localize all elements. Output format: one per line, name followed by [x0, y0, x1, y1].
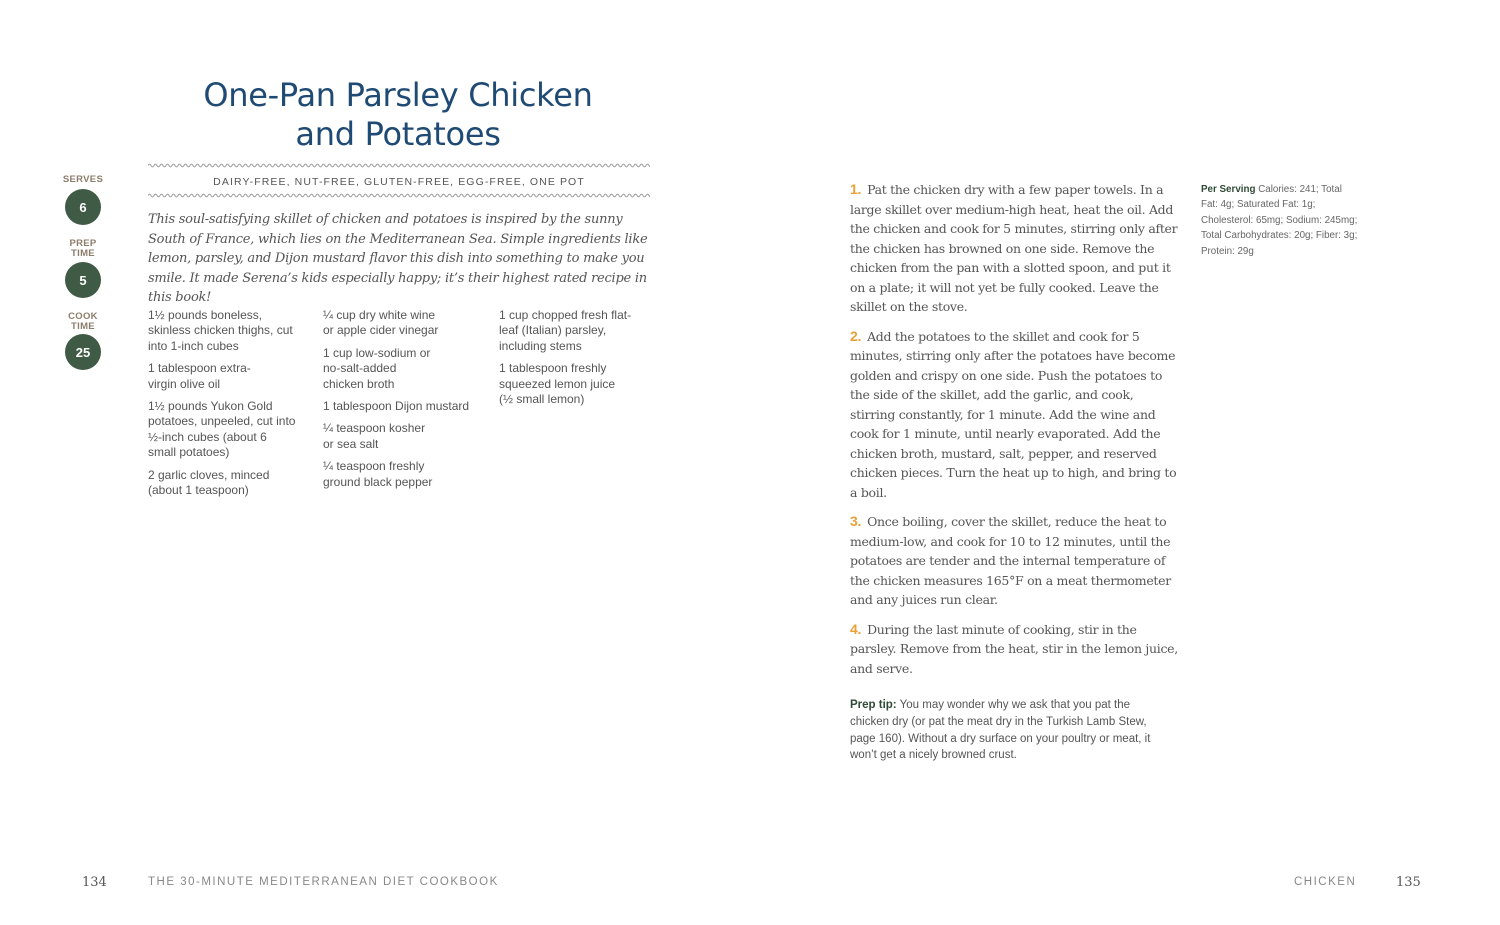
nutrition-label: Per Serving [1201, 184, 1256, 195]
ingredient-item: ¼ teaspoon freshly ground black pepper [323, 459, 433, 489]
prep-tip-label: Prep tip: [850, 699, 897, 711]
ingredient-item: 1 tablespoon Dijon mustard [323, 399, 470, 414]
ingredients-column-1 [148, 308, 298, 505]
dietary-tags: DAIRY-FREE, NUT-FREE, GLUTEN-FREE, EGG-FREE, ONE POT [213, 176, 585, 188]
recipe-intro: This soul-satisfying skillet of chicken and potatoes is inspired by the sunny South of France, which lies on the Mediterranean Sea. Simple ingredients like lemon, parsley, and Dijon mustard flavor this dish into something to make you smile. It made Serena’s kids especially happy; it’s their highest rated recipe in this book! [148, 212, 648, 305]
direction-step [850, 512, 1180, 610]
ingredient-item: 1½ pounds boneless, skinless chicken thighs, cut into 1-inch cubes [148, 308, 293, 353]
recipe-title-line1: One-Pan Parsley Chicken [203, 76, 593, 114]
nutrition-info [1201, 182, 1359, 259]
ingredient-item: 1 cup low-sodium or no-salt-added chicken broth [323, 345, 431, 391]
step-text: Pat the chicken dry with a few paper towels. In a large skillet over medium-high heat, heat the oil. Add the chicken and cook for 5 minutes, stirring only after the chicken has browned on one side. Remove the chicken from the pan with a slotted spoon, and put it on a plate; it will not yet be fully cooked. Leave the skillet on the stove. [850, 182, 1178, 314]
prep-time-label-text: PREP TIME [69, 238, 97, 259]
serves-badge: 6 [65, 189, 101, 225]
step-text: During the last minute of cooking, stir in the parsley. Remove from the heat, stir in the lemon juice, and serve. [850, 621, 1178, 676]
right-running-head: CHICKEN [1294, 876, 1357, 888]
ingredient-item: ¼ teaspoon kosher or sea salt [323, 421, 426, 451]
ingredient-item: ¼ cup dry white wine or apple cider vinegar [323, 308, 439, 338]
direction-step [850, 620, 1180, 679]
step-number: 4. [850, 620, 862, 637]
cook-time-badge: 25 [65, 334, 101, 370]
ingredient-item: 1½ pounds Yukon Gold potatoes, unpeeled, cut into ½-inch cubes (about 6 small potatoes) [148, 399, 296, 460]
ingredient-item: 1 cup chopped fresh flat-leaf (Italian) parsley, including stems [499, 308, 632, 353]
directions [850, 180, 1180, 688]
ingredient-item: 1 tablespoon freshly squeezed lemon juice (½ small lemon) [499, 361, 616, 407]
recipe-title [148, 76, 648, 154]
wavy-divider-bottom [148, 192, 650, 199]
step-number: 1. [850, 181, 862, 197]
wavy-divider-top [148, 162, 650, 169]
cook-time-label [60, 312, 106, 332]
serves-label: SERVES [62, 174, 104, 185]
ingredients-column-2 [323, 308, 478, 497]
direction-step [850, 180, 1180, 317]
step-text: Add the potatoes to the skillet and cook for 5 minutes, stirring only after the potatoes have become golden and crispy on one side. Push the potatoes to the side of the skillet, add the garlic, and cook, stirring constantly, for 1 minute. Add the wine and cook for 1 minute, until nearly evaporated. Add the chicken broth, mustard, salt, pepper, and reserved chicken pieces. Turn the heat up to high, and bring to a boil. [850, 328, 1177, 500]
ingredient-item: 1 tablespoon extra-virgin olive oil [148, 361, 251, 391]
nutrition-text: Calories: 241; Total Fat: 4g; Saturated Fat: 1g; Cholesterol: 65mg; Sodium: 245mg; Total Carbohydrates: 20g; Fiber: 3g; Protein: 29g [1201, 184, 1358, 257]
ingredient-item: 2 garlic cloves, minced (about 1 teaspoon) [148, 467, 270, 498]
prep-tip-text: You may wonder why we ask that you pat the chicken dry (or pat the meat dry in the Turkish Lamb Stew, page 160). Without a dry surface on your poultry or meat, it won’t get a nicely browned crust. [850, 699, 1151, 762]
left-running-head: THE 30-MINUTE MEDITERRANEAN DIET COOKBOOK [148, 876, 499, 888]
step-text: Once boiling, cover the skillet, reduce the heat to medium-low, and cook for 10 to 12 minutes, until the potatoes are tender and the internal temperature of the chicken measures 165°F on a meat thermometer and any juices run clear. [850, 514, 1171, 607]
step-number: 3. [850, 513, 862, 529]
right-page-number: 135 [1396, 875, 1421, 890]
left-page-number: 134 [82, 875, 107, 890]
ingredients-column-3 [499, 308, 649, 414]
cook-time-label-text: COOK TIME [68, 311, 98, 332]
prep-time-label [60, 239, 106, 259]
direction-step [850, 327, 1180, 503]
prep-time-badge: 5 [65, 262, 101, 298]
prep-tip [850, 697, 1168, 764]
recipe-title-line2: and Potatoes [295, 115, 501, 153]
step-number: 2. [850, 327, 862, 344]
